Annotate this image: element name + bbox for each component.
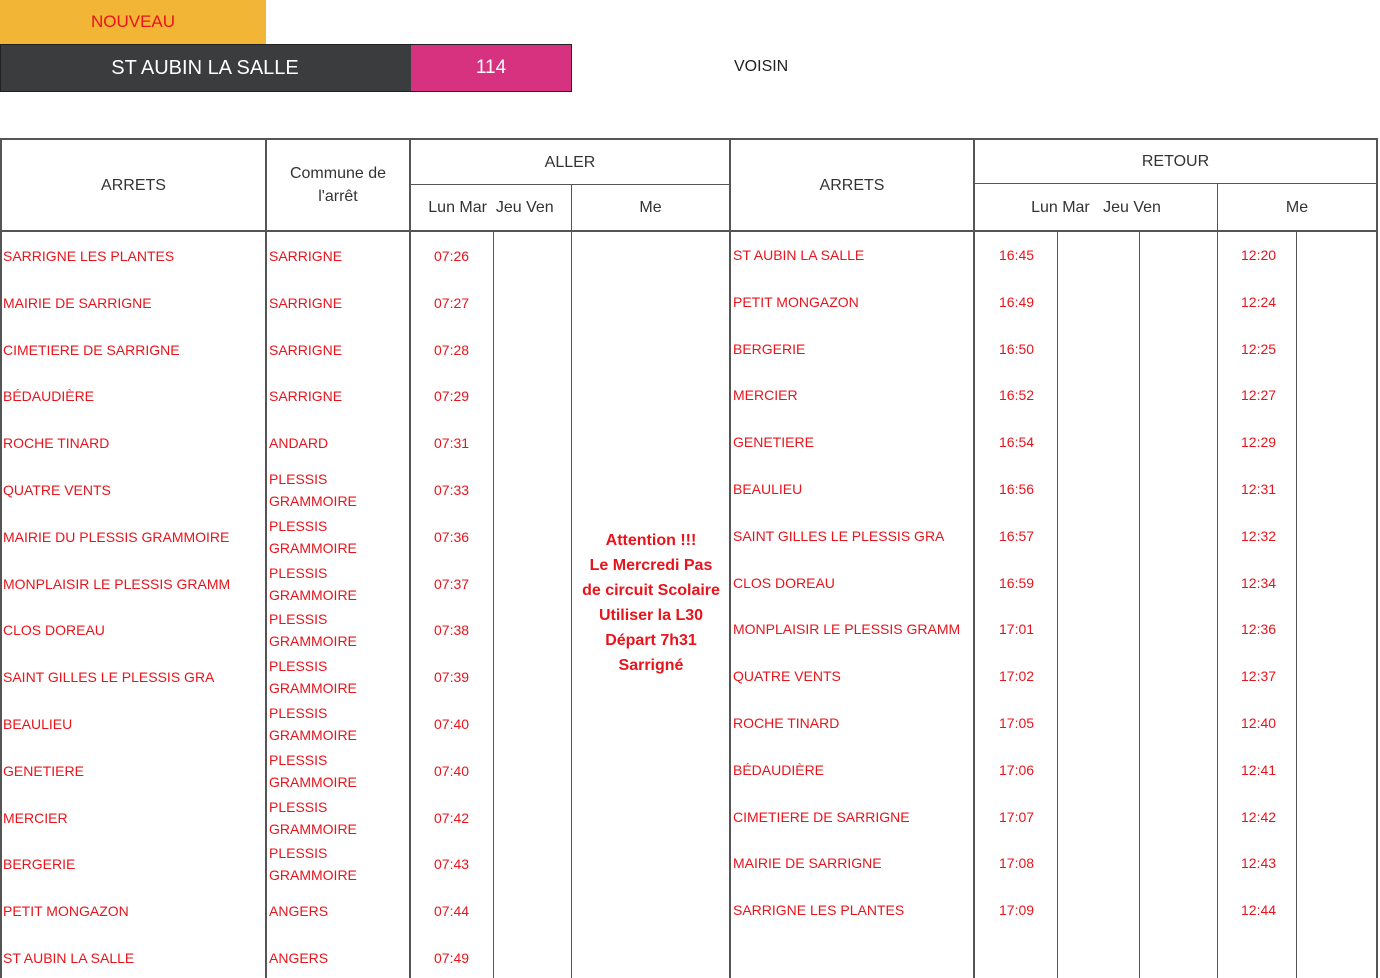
header-commune-line2: l'arrêt	[318, 188, 358, 205]
return-stop: ST AUBIN LA SALLE	[733, 247, 865, 263]
outbound-stop: BÉDAUDIÈRE	[3, 388, 95, 405]
header-retour-wednesday: Me	[1285, 198, 1309, 216]
outbound-commune: PLESSIS GRAMMOIRE	[269, 611, 357, 650]
outbound-commune: SARRIGNE	[269, 294, 343, 311]
col-divider-aller-time	[493, 232, 494, 978]
line-number-badge: 114	[411, 45, 571, 91]
outbound-commune: PLESSIS GRAMMOIRE	[269, 564, 357, 603]
col-divider-retour-me	[1217, 183, 1218, 978]
return-wed-time: 12:42	[1241, 808, 1277, 825]
outbound-time: 07:40	[434, 716, 470, 732]
outbound-commune: PLESSIS GRAMMOIRE	[269, 517, 357, 556]
return-time: 16:56	[999, 481, 1035, 497]
outbound-stop: SARRIGNE LES PLANTES	[3, 248, 175, 264]
notice-line: Utiliser la L30	[598, 607, 704, 624]
notice-line: Le Mercredi Pas	[589, 557, 713, 574]
col-divider-retour-time1	[1057, 232, 1058, 978]
outbound-commune: PLESSIS GRAMMOIRE	[269, 845, 357, 884]
table-right-border	[1376, 138, 1378, 978]
outbound-stop: PETIT MONGAZON	[3, 903, 129, 920]
outbound-time: 07:39	[434, 669, 470, 686]
outbound-stop: CLOS DOREAU	[3, 622, 105, 639]
header-commune-line1: Commune de	[289, 165, 387, 182]
col-divider-retour-me2	[1296, 232, 1297, 978]
return-stop: CIMETIERE DE SARRIGNE	[733, 808, 910, 825]
outbound-stop: QUATRE VENTS	[3, 482, 111, 498]
outbound-time: 07:26	[434, 248, 470, 264]
outbound-commune: ANDARD	[269, 435, 329, 452]
return-stop: MONPLAISIR LE PLESSIS GRAMM	[733, 621, 961, 638]
return-wed-time: 12:27	[1241, 387, 1277, 404]
return-time: 16:57	[999, 527, 1035, 544]
outbound-commune: SARRIGNE	[269, 388, 343, 405]
return-stop: QUATRE VENTS	[733, 668, 841, 685]
header-stops: ARRETS	[101, 176, 166, 194]
header-retour-weekdays: Lun Mar Jeu Ven	[1031, 198, 1161, 216]
return-time: 17:06	[999, 761, 1035, 778]
outbound-stop: CIMETIERE DE SARRIGNE	[3, 341, 180, 358]
col-divider-retour	[973, 138, 975, 978]
return-wed-time: 12:41	[1241, 761, 1277, 778]
return-time: 17:07	[999, 808, 1035, 825]
table-header-bottom-border	[0, 230, 1378, 232]
header-return-stops: ARRETS	[819, 176, 885, 194]
outbound-stop: GENETIERE	[3, 762, 84, 779]
col-divider-stops	[265, 138, 267, 978]
outbound-time: 07:40	[434, 762, 470, 779]
header-commune	[267, 140, 409, 230]
return-wed-time: 12:37	[1241, 668, 1277, 685]
return-wed-time: 12:31	[1241, 481, 1277, 497]
return-wed-time: 12:34	[1241, 574, 1277, 591]
return-stop: MERCIER	[733, 387, 798, 404]
outbound-commune: SARRIGNE	[269, 341, 343, 358]
header-aller-wednesday: Me	[639, 199, 662, 216]
return-wed-time: 12:43	[1241, 855, 1277, 872]
outbound-time: 07:37	[434, 575, 470, 592]
outbound-time: 07:38	[434, 622, 470, 639]
outbound-commune: PLESSIS GRAMMOIRE	[269, 658, 357, 697]
outbound-time: 07:28	[434, 341, 470, 358]
outbound-commune: PLESSIS GRAMMOIRE	[269, 705, 357, 743]
return-wed-time: 12:40	[1241, 715, 1277, 731]
outbound-commune: PLESSIS GRAMMOIRE	[269, 471, 357, 509]
notice-line: de circuit Scolaire	[582, 582, 720, 599]
wednesday-notice	[572, 528, 730, 678]
outbound-commune: PLESSIS GRAMMOIRE	[269, 798, 357, 837]
outbound-time: 07:31	[434, 435, 470, 452]
outbound-commune: SARRIGNE	[269, 248, 343, 264]
outbound-time: 07:36	[434, 528, 470, 545]
return-wed-time: 12:20	[1241, 247, 1277, 263]
outbound-stop: MERCIER	[3, 809, 68, 826]
col-divider-retour-time2	[1139, 232, 1140, 978]
header-aller-weekdays: Lun Mar Jeu Ven	[428, 199, 554, 216]
return-wed-time: 12:24	[1241, 293, 1277, 310]
outbound-stop: MAIRIE DU PLESSIS GRAMMOIRE	[3, 528, 230, 545]
outbound-commune: ANGERS	[269, 903, 329, 920]
outbound-stop: SAINT GILLES LE PLESSIS GRA	[3, 669, 215, 686]
header-aller: ALLER	[544, 153, 596, 171]
return-stop: GENETIERE	[733, 434, 814, 451]
return-time: 17:05	[999, 715, 1035, 731]
outbound-time: 07:29	[434, 388, 470, 405]
new-badge: NOUVEAU	[0, 0, 266, 44]
outbound-time: 07:33	[434, 482, 470, 498]
neighbour-label: VOISIN	[734, 58, 789, 75]
return-wed-time: 12:36	[1241, 621, 1277, 638]
outbound-stop: ST AUBIN LA SALLE	[3, 950, 135, 966]
outbound-stop: ROCHE TINARD	[3, 435, 110, 452]
outbound-commune: PLESSIS GRAMMOIRE	[269, 751, 357, 790]
outbound-time: 07:49	[434, 950, 470, 966]
return-stop: PETIT MONGAZON	[733, 293, 859, 310]
return-time: 16:49	[999, 293, 1035, 310]
return-stop: BÉDAUDIÈRE	[733, 761, 825, 778]
return-stop: SARRIGNE LES PLANTES	[733, 902, 905, 919]
return-wed-time: 12:29	[1241, 434, 1277, 451]
outbound-time: 07:27	[434, 294, 470, 311]
notice-line: Départ 7h31	[605, 632, 697, 649]
col-divider-commune	[409, 138, 411, 978]
table-left-border	[0, 138, 2, 978]
outbound-stop: BEAULIEU	[3, 716, 73, 732]
outbound-time: 07:42	[434, 809, 470, 826]
line-name: ST AUBIN LA SALLE	[111, 56, 299, 79]
return-time: 17:09	[999, 902, 1035, 919]
return-time: 17:02	[999, 668, 1035, 685]
outbound-stop: MAIRIE DE SARRIGNE	[3, 294, 152, 311]
return-time: 16:50	[999, 340, 1035, 357]
return-time: 16:54	[999, 434, 1035, 451]
return-time: 16:52	[999, 387, 1035, 404]
notice-line: Attention !!!	[605, 532, 697, 549]
outbound-time: 07:43	[434, 856, 470, 873]
return-time: 17:01	[999, 621, 1035, 638]
return-stop: MAIRIE DE SARRIGNE	[733, 855, 882, 872]
outbound-stop: MONPLAISIR LE PLESSIS GRAMM	[3, 575, 231, 592]
header-retour: RETOUR	[1141, 153, 1210, 170]
notice-line: Sarrigné	[618, 657, 684, 674]
return-stop: SAINT GILLES LE PLESSIS GRA	[733, 527, 945, 544]
return-stop: BEAULIEU	[733, 481, 803, 497]
return-wed-time: 12:44	[1241, 902, 1277, 919]
outbound-time: 07:44	[434, 903, 470, 920]
return-stop: CLOS DOREAU	[733, 574, 835, 591]
return-wed-time: 12:25	[1241, 340, 1277, 357]
return-time: 16:59	[999, 574, 1035, 591]
return-wed-time: 12:32	[1241, 527, 1277, 544]
return-time: 17:08	[999, 855, 1035, 872]
outbound-commune: ANGERS	[269, 950, 329, 966]
outbound-stop: BERGERIE	[3, 856, 76, 873]
return-time: 16:45	[999, 247, 1035, 263]
return-stop: ROCHE TINARD	[733, 715, 840, 731]
return-stop: BERGERIE	[733, 340, 806, 357]
